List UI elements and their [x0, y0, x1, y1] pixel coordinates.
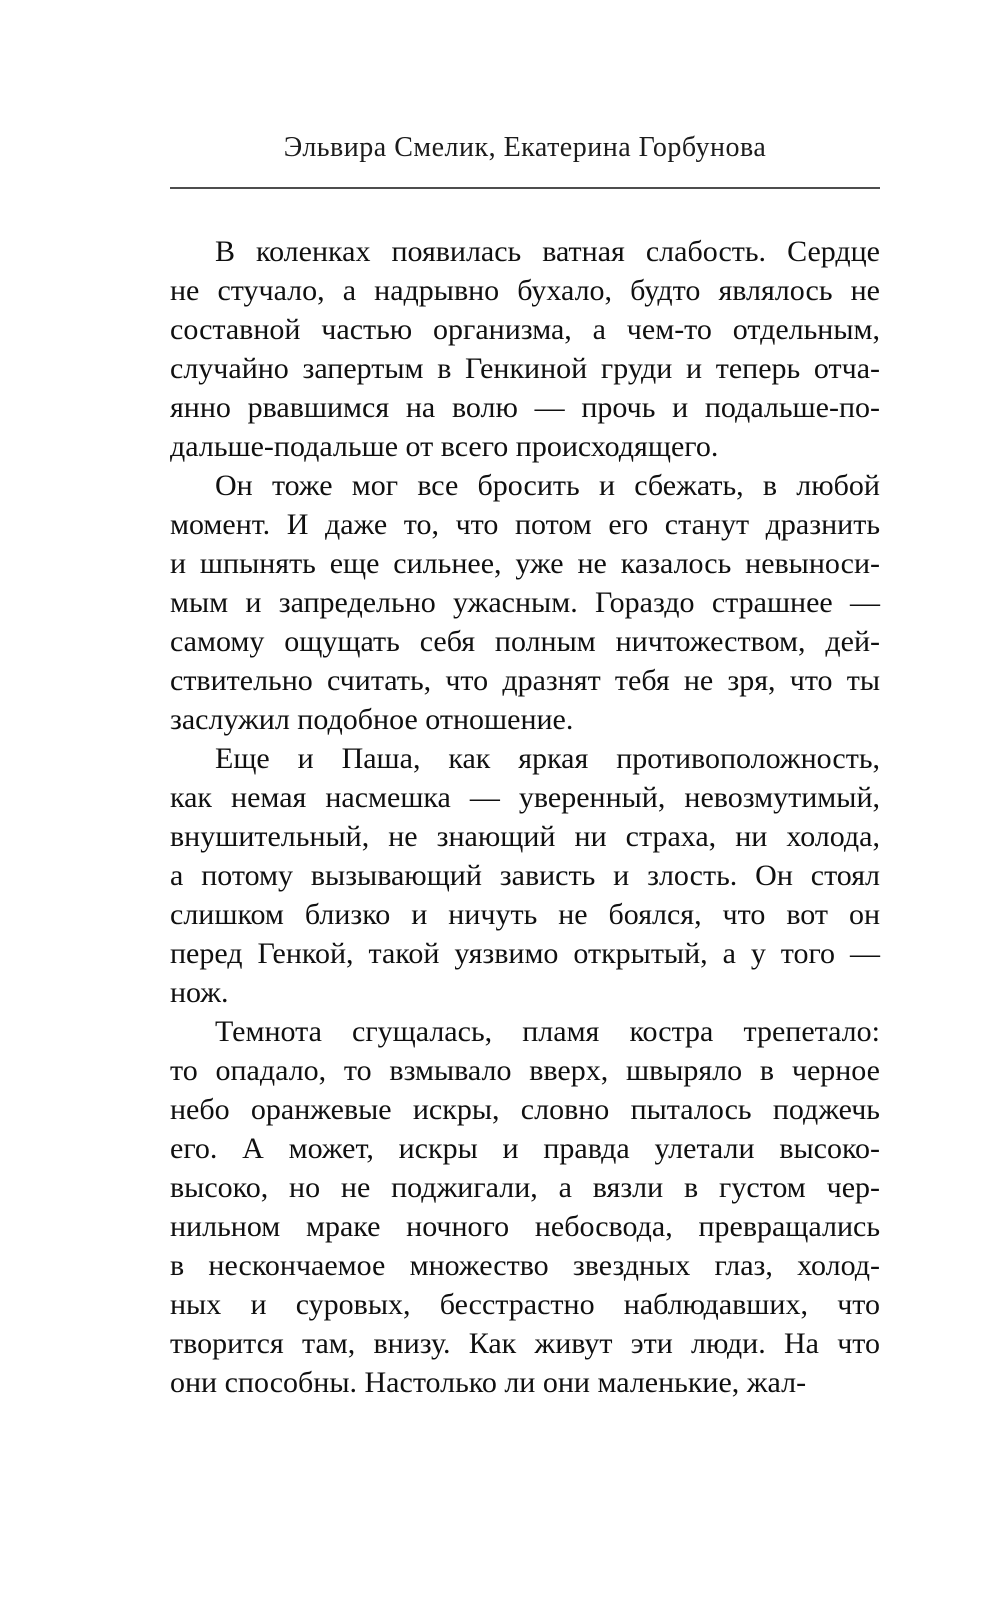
text-line: они способны. Настолько ли они маленькие, жал-: [170, 1366, 807, 1399]
text-line: Еще и Паша, как яркая противоположность,: [215, 742, 880, 775]
text-line: высоко, но не поджигали, а вязли в густом чер-: [170, 1171, 880, 1204]
text-line: внушительный, не знающий ни страха, ни холода,: [170, 820, 880, 853]
text-line: творится там, внизу. Как живут эти люди. На что: [170, 1327, 880, 1360]
paragraph: [170, 739, 880, 1012]
text-line: янно рвавшимся на волю — прочь и подальше-по-: [170, 391, 880, 424]
header-rule: [170, 187, 880, 189]
text-line: случайно запертым в Генкиной груди и теперь отча-: [170, 352, 880, 385]
text-line: нильном мраке ночного небосвода, превращались: [170, 1210, 880, 1243]
text-line: то опадало, то взмывало вверх, швыряло в черное: [170, 1054, 880, 1087]
text-line: нож.: [170, 976, 229, 1009]
text-line: его. А может, искры и правда улетали высоко-: [170, 1132, 880, 1165]
paragraph: [170, 466, 880, 739]
paragraph: [170, 232, 880, 466]
page-text-block: [170, 232, 880, 1402]
text-line: слишком близко и ничуть не боялся, что вот он: [170, 898, 880, 931]
text-line: самому ощущать себя полным ничтожеством, дей-: [170, 625, 880, 658]
text-line: заслужил подобное отношение.: [170, 703, 574, 736]
text-line: перед Генкой, такой уязвимо открытый, а у того —: [170, 937, 880, 970]
running-header-authors: Эльвира Смелик, Екатерина Горбунова: [283, 132, 767, 163]
text-line: ных и суровых, бесстрастно наблюдавших, что: [170, 1288, 880, 1321]
text-line: как немая насмешка — уверенный, невозмутимый,: [170, 781, 880, 814]
text-line: а потому вызывающий зависть и злость. Он стоял: [170, 859, 880, 892]
text-line: ствительно считать, что дразнят тебя не зря, что ты: [170, 664, 880, 697]
text-line: В коленках появилась ватная слабость. Сердце: [215, 235, 880, 268]
text-line: дальше-подальше от всего происходящего.: [170, 430, 719, 463]
text-line: Он тоже мог все бросить и сбежать, в любой: [215, 469, 880, 502]
text-line: и шпынять еще сильнее, уже не казалось невыноси-: [170, 547, 880, 580]
text-line: мым и запредельно ужасным. Гораздо страшнее —: [170, 586, 880, 619]
text-line: момент. И даже то, что потом его станут дразнить: [170, 508, 880, 541]
text-line: Темнота сгущалась, пламя костра трепетало:: [215, 1015, 880, 1048]
text-line: небо оранжевые искры, словно пыталось поджечь: [170, 1093, 880, 1126]
paragraph: [170, 1012, 880, 1402]
text-line: не стучало, а надрывно бухало, будто являлось не: [170, 274, 880, 307]
text-line: в нескончаемое множество звездных глаз, холод-: [170, 1249, 880, 1282]
text-line: составной частью организма, а чем-то отдельным,: [170, 313, 880, 346]
